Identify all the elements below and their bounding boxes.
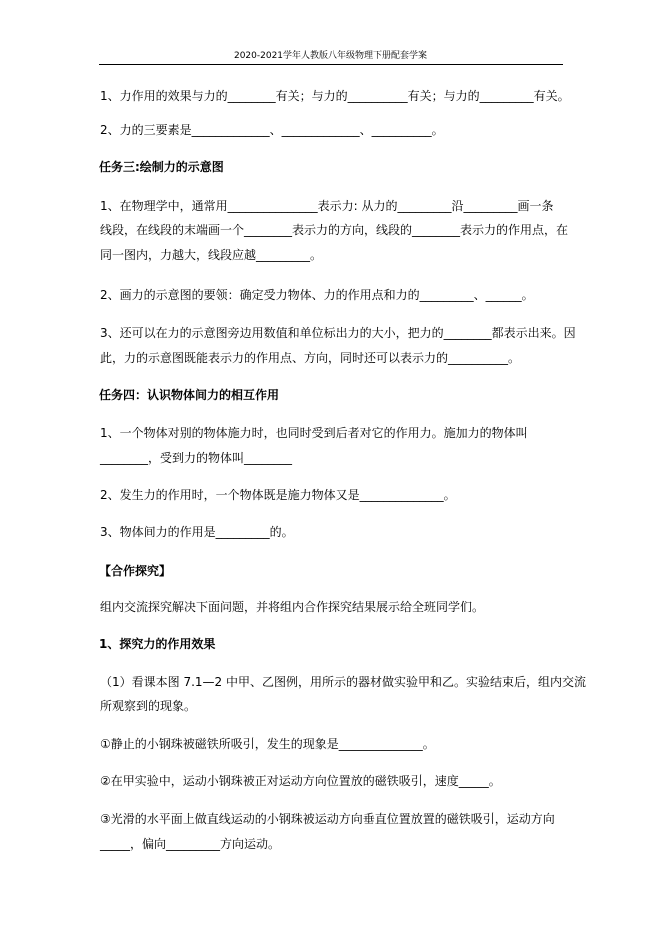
text-line: 3、物体间力的作用是_________的。 [100,525,294,539]
text-line: 线段，在线段的末端画一个________表示力的方向，线段的________表示力的作用点，在 [100,223,569,237]
text-line: 1、力作用的效果与力的________有关；与力的__________有关；与力的_________有关。 [100,89,570,103]
text-line: 1、一个物体对别的物体施力时，也同时受到后者对它的作用力。施加力的物体叫 [100,426,528,440]
text-line: 2、发生力的作用时，一个物体既是施力物体又是______________。 [100,488,456,502]
text-line: 所观察到的现象。 [100,699,197,713]
text-line: ②在甲实验中，运动小钢珠被正对运动方向位置放的磁铁吸引，速度_____。 [100,774,501,788]
text-line: 此，力的示意图既能表示力的作用点、方向，同时还可以表示力的__________。 [100,351,521,365]
page-header: 2020-2021学年人教版八年级物理下册配套学案 [233,51,428,61]
section-heading: 【合作探究】 [99,564,172,578]
text-line: 2、画力的示意图的要领：确定受力物体、力的作用点和力的_________、______。 [100,288,534,302]
text-line: 3、还可以在力的示意图旁边用数值和单位标出力的大小，把力的________都表示出来。因 [100,326,576,340]
section-heading: 任务三:绘制力的示意图 [99,160,224,174]
text-line: ①静止的小钢珠被磁铁所吸引，发生的现象是______________。 [100,737,435,751]
section-heading: 1、探究力的作用效果 [99,637,216,651]
section-heading: 任务四：认识物体间力的相互作用 [99,388,280,402]
text-line: 1、在物理学中，通常用_______________表示力: 从力的_________沿_________画一条 [100,199,554,213]
text-line: 同一图内，力越大，线段应越_________。 [100,248,323,262]
text-line: ③光滑的水平面上做直线运动的小钢珠被运动方向垂直位置放置的磁铁吸引，运动方向 [100,812,555,826]
text-line: _____，偏向_________方向运动。 [100,837,281,851]
text-line: （1）看课本图 7.1—2 中甲、乙图例，用所示的器材做实验甲和乙。实验结束后，组内交流 [100,675,586,689]
text-line: 组内交流探究解决下面问题，并将组内合作探究结果展示给全班同学们。 [100,600,485,614]
text-line: ________，受到力的物体叫________ [100,451,293,465]
header-rule [99,64,563,65]
text-line: 2、力的三要素是_____________、_____________、__________。 [100,123,444,137]
